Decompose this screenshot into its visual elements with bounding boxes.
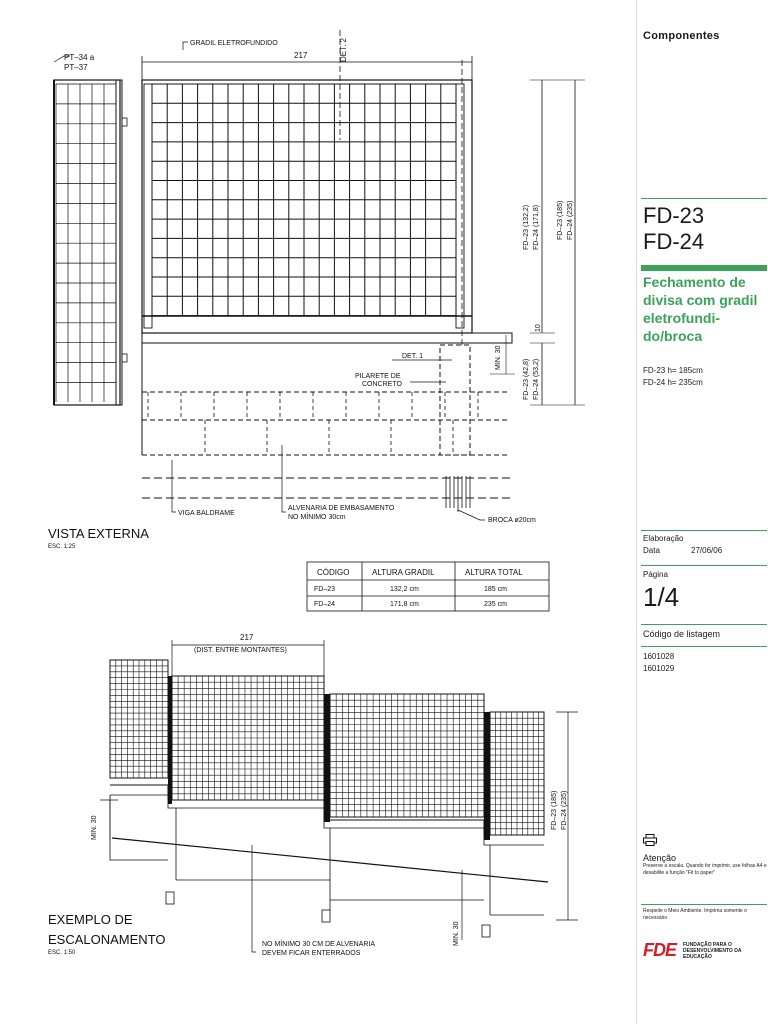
logo-text: FUNDAÇÃO PARA O DESENVOLVIMENTO DA EDUCAÇÃO (683, 942, 742, 960)
escalonamento-title-2: ESCALONAMENTO (48, 932, 166, 947)
main-panel-grid (152, 84, 456, 316)
table-cell: FD–24 (314, 601, 336, 608)
gradil-label: GRADIL ELETROFUNDIDO (190, 40, 278, 47)
height-list (643, 365, 703, 389)
table-cell: 235 cm (484, 601, 507, 608)
escalonamento-scale: ESC. 1:50 (48, 950, 76, 956)
divider (641, 530, 767, 531)
divider (641, 565, 767, 566)
left-panel-grid (56, 84, 116, 402)
height-label-2: FD–24 (235) (561, 790, 568, 830)
vista-externa-drawing (48, 30, 585, 550)
divider (641, 624, 767, 625)
data-label: Data (643, 546, 660, 555)
det2-label: DET. 2 (339, 37, 348, 62)
divider (641, 198, 767, 199)
vista-externa-title: VISTA EXTERNA (48, 526, 149, 541)
component-codes (643, 203, 704, 255)
viga-label: VIGA BALDRAME (178, 510, 235, 517)
code-fd24: FD-24 (643, 229, 705, 254)
listing-label: Código de listagem (643, 629, 721, 639)
dist-label: (DIST. ENTRE MONTANTES) (194, 647, 287, 654)
broca (446, 476, 470, 512)
data-value: 27/06/06 (691, 546, 723, 555)
pilarete-label-1: PILARETE DE (355, 373, 401, 380)
enterrados-note-2: DEVEM FICAR ENTERRADOS (262, 950, 361, 957)
det1-label: DET. 1 (402, 353, 424, 360)
listing-code: 1601028 (643, 652, 675, 661)
accent-bar (641, 265, 767, 271)
printer-icon (643, 834, 657, 846)
min30-right: MIN. 30 (453, 921, 460, 946)
alvenaria-label-1: ALVENARIA DE EMBASAMENTO (288, 505, 395, 512)
elaboracao-label: Elaboração (643, 534, 684, 543)
escalonamento-drawing (48, 633, 578, 957)
logo-mark: FDE (643, 940, 676, 960)
enterrados-note-1: NO MÍNIMO 30 CM DE ALVENARIA (262, 941, 376, 948)
total-height-2: FD–24 (235) (567, 200, 574, 240)
alvenaria-label-2: NO MÍNIMO 30cm (288, 514, 346, 521)
page-number: 1/4 (643, 582, 680, 612)
min30-label: MIN. 30 (495, 345, 502, 370)
divider (641, 646, 767, 647)
listing-codes (643, 651, 674, 675)
base-height-2: FD–24 (53,2) (533, 358, 540, 400)
dim-217-2: 217 (240, 633, 254, 642)
environment-note: Respeite o Meio Ambiente. Imprima somente o necessário (643, 908, 747, 921)
table-cell: 185 cm (484, 586, 507, 593)
pilarete-label-2: CONCRETO (362, 381, 402, 388)
gradil-height-2: FD–24 (171,8) (533, 204, 540, 250)
page-label: Página (643, 570, 668, 579)
height-fd24: FD-24 h= 235cm (643, 378, 703, 387)
fde-logo (643, 940, 767, 962)
dim-10-label: 10 (535, 324, 542, 332)
min30-left: MIN. 30 (91, 815, 98, 840)
divider (641, 904, 767, 905)
listing-code: 1601029 (643, 664, 675, 673)
broca-label: BROCA ø20cm (488, 517, 536, 524)
table-cell: 171,8 cm (390, 601, 419, 608)
height-fd23: FD-23 h= 185cm (643, 366, 703, 375)
dim-217: 217 (294, 51, 308, 60)
component-description: Fechamento de divisa com gradil eletrofundi-do/broca (643, 274, 758, 344)
heights-table (307, 562, 549, 611)
attention-title: Atenção (643, 853, 677, 863)
section-title: Componentes (643, 30, 720, 42)
table-header-altura-total: ALTURA TOTAL (465, 568, 523, 577)
gradil-height-1: FD–23 (132,2) (523, 204, 530, 250)
code-fd23: FD-23 (643, 203, 705, 228)
base-height-1: FD–23 (42,8) (523, 358, 530, 400)
table-cell: FD–23 (314, 586, 336, 593)
pt-label-1: PT–34 a (64, 53, 95, 62)
table-header-altura-gradil: ALTURA GRADIL (372, 568, 435, 577)
pt-label-2: PT–37 (64, 63, 88, 72)
height-label-1: FD–23 (185) (551, 790, 558, 830)
sidebar (636, 0, 768, 1024)
total-height-1: FD–23 (185) (557, 200, 564, 240)
table-header-codigo: CÓDIGO (317, 568, 350, 577)
table-cell: 132,2 cm (390, 586, 419, 593)
vista-externa-scale: ESC. 1:25 (48, 544, 76, 550)
attention-text: Preserve a escala. Quando for imprimir, use folhas A4 e desabilite a função "Fit to paper" (643, 863, 767, 876)
escalonamento-title-1: EXEMPLO DE (48, 912, 133, 927)
attention-block (643, 833, 767, 877)
